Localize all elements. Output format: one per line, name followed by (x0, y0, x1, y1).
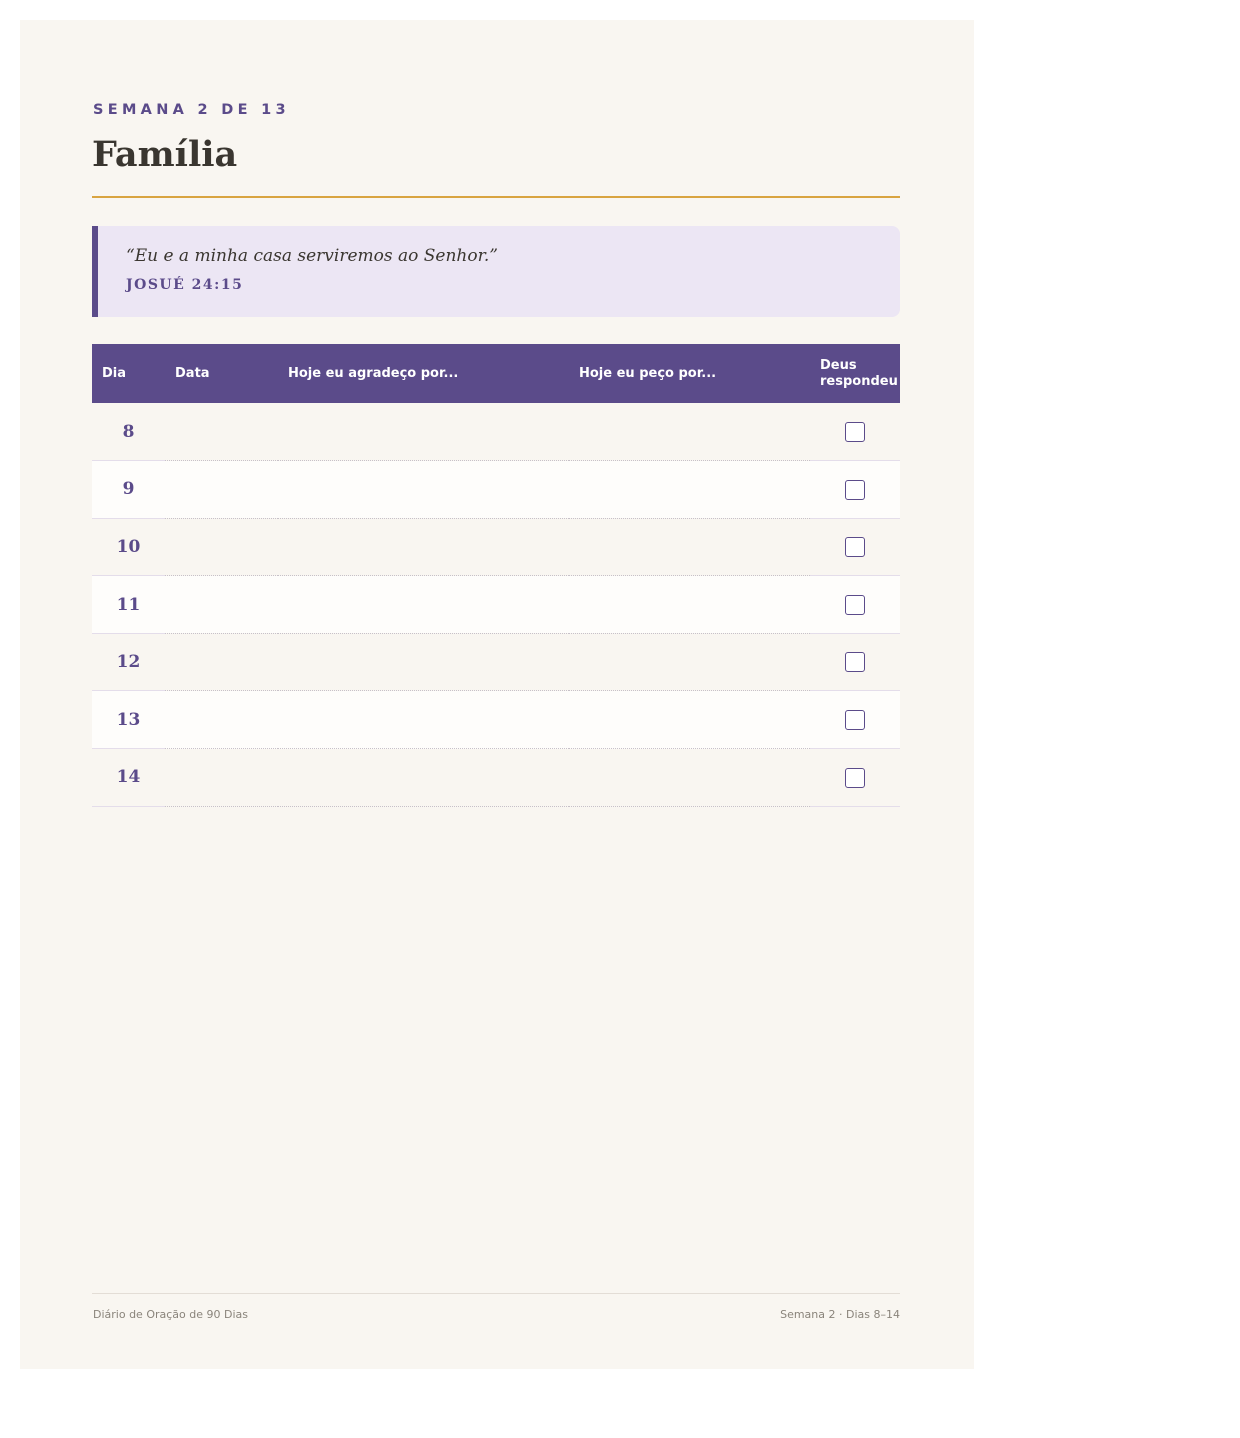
prayer-table (92, 344, 900, 807)
week-label: SEMANA 2 DE 13 (93, 102, 290, 118)
thanks-field[interactable] (278, 749, 569, 807)
thanks-field[interactable] (278, 633, 569, 691)
day-number: 10 (92, 518, 165, 576)
day-number: 9 (92, 461, 165, 519)
footer-page-info: Semana 2 · Dias 8–14 (780, 1308, 900, 1321)
column-header-date: Data (165, 344, 278, 403)
column-header-answered: Deus respondeu (810, 344, 900, 403)
answered-checkbox[interactable] (845, 480, 865, 500)
verse-text: “Eu e a minha casa serviremos ao Senhor.” (126, 246, 498, 266)
day-number: 13 (92, 691, 165, 749)
request-field[interactable] (569, 518, 810, 576)
answered-cell (810, 633, 900, 691)
footer-divider (92, 1293, 900, 1294)
footer-title: Diário de Oração de 90 Dias (93, 1308, 248, 1321)
answered-checkbox[interactable] (845, 595, 865, 615)
table-row (92, 518, 900, 576)
table-header-row (92, 344, 900, 403)
table-row (92, 633, 900, 691)
answered-cell (810, 749, 900, 807)
table-row (92, 691, 900, 749)
thanks-field[interactable] (278, 518, 569, 576)
answered-cell (810, 461, 900, 519)
page-title: Família (92, 134, 238, 175)
answered-checkbox[interactable] (845, 710, 865, 730)
page-content (92, 20, 900, 1369)
thanks-field[interactable] (278, 461, 569, 519)
journal-page (20, 20, 974, 1369)
answered-checkbox[interactable] (845, 422, 865, 442)
date-field[interactable] (165, 691, 278, 749)
table-row (92, 749, 900, 807)
answered-cell (810, 403, 900, 461)
day-number: 8 (92, 403, 165, 461)
thanks-field[interactable] (278, 403, 569, 461)
thanks-field[interactable] (278, 576, 569, 634)
day-number: 11 (92, 576, 165, 634)
request-field[interactable] (569, 749, 810, 807)
date-field[interactable] (165, 633, 278, 691)
table-row (92, 576, 900, 634)
answered-cell (810, 691, 900, 749)
date-field[interactable] (165, 461, 278, 519)
request-field[interactable] (569, 403, 810, 461)
answered-checkbox[interactable] (845, 768, 865, 788)
answered-cell (810, 518, 900, 576)
request-field[interactable] (569, 633, 810, 691)
table-row (92, 461, 900, 519)
column-header-thanks: Hoje eu agradeço por... (278, 344, 569, 403)
date-field[interactable] (165, 403, 278, 461)
answered-cell (810, 576, 900, 634)
column-header-day: Dia (92, 344, 165, 403)
date-field[interactable] (165, 576, 278, 634)
column-header-request: Hoje eu peço por... (569, 344, 810, 403)
verse-callout (92, 226, 900, 317)
date-field[interactable] (165, 518, 278, 576)
table-row (92, 403, 900, 461)
thanks-field[interactable] (278, 691, 569, 749)
date-field[interactable] (165, 749, 278, 807)
title-divider (92, 196, 900, 198)
verse-reference: JOSUÉ 24:15 (126, 277, 244, 293)
request-field[interactable] (569, 691, 810, 749)
day-number: 12 (92, 633, 165, 691)
day-number: 14 (92, 749, 165, 807)
request-field[interactable] (569, 461, 810, 519)
answered-checkbox[interactable] (845, 537, 865, 557)
answered-checkbox[interactable] (845, 652, 865, 672)
request-field[interactable] (569, 576, 810, 634)
